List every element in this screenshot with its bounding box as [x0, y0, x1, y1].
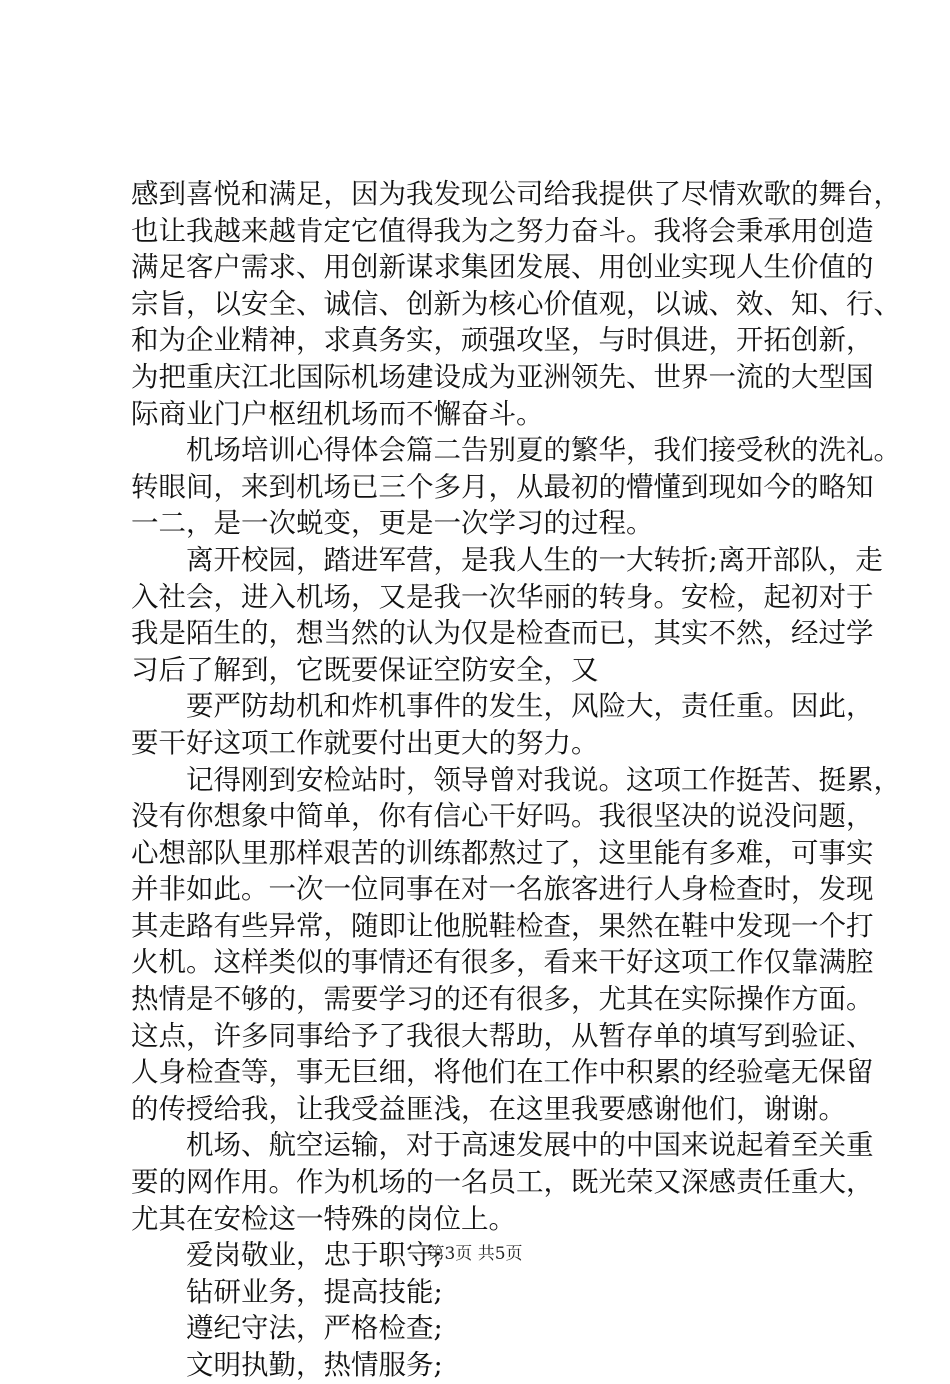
text-line: 要干好这项工作就要付出更大的努力。 [131, 726, 599, 759]
paragraph-start-line: 机场、航空运输，对于高速发展中的中国来说起着至关重 [186, 1129, 874, 1162]
text-line: 宗旨，以安全、诚信、创新为核心价值观，以诚、效、知、行、 [131, 287, 901, 320]
paragraph-start-line: 记得刚到安检站时，领导曾对我说。这项工作挺苦、挺累， [186, 763, 901, 796]
text-line: 感到喜悦和满足，因为我发现公司给我提供了尽情欢歌的舞台， [131, 178, 901, 210]
text-line: 的传授给我，让我受益匪浅，在这里我要感谢他们，谢谢。 [131, 1092, 846, 1125]
text-line: 转眼间，来到机场已三个多月，从最初的懵懂到现如今的略知 [131, 470, 874, 503]
page-number-footer: 第3页 共5页 [427, 1244, 523, 1264]
text-line: 习后了解到，它既要保证空防安全，又 [131, 653, 599, 686]
list-line: 钻研业务，提高技能; [186, 1275, 443, 1308]
text-line: 并非如此。一次一位同事在对一名旅客进行人身检查时，发现 [131, 873, 874, 906]
paragraph-start-line: 离开校园，踏进军营，是我人生的一大转折;离开部队，走 [186, 543, 883, 576]
document-body [131, 176, 901, 1384]
list-line: 遵纪守法，严格检查; [186, 1312, 443, 1345]
text-line: 人身检查等，事无巨细，将他们在工作中积累的经验毫无保留 [131, 1056, 874, 1089]
text-line: 其走路有些异常，随即让他脱鞋检查，果然在鞋中发现一个打 [131, 909, 874, 942]
paragraph-start-line: 要严防劫机和炸机事件的发生，风险大，责任重。因此， [186, 690, 874, 723]
list-line: 文明执勤，热情服务; [186, 1349, 443, 1381]
text-line: 一二，是一次蜕变，更是一次学习的过程。 [131, 507, 654, 540]
list-line: 爱岗敬业，忠于职守; [186, 1239, 443, 1272]
text-line: 心想部队里那样艰苦的训练都熬过了，这里能有多难，可事实 [131, 836, 874, 869]
text-line: 为把重庆江北国际机场建设成为亚洲领先、世界一流的大型国 [131, 360, 874, 393]
text-line: 没有你想象中简单，你有信心干好吗。我很坚决的说没问题， [131, 800, 874, 833]
text-line: 尤其在安检这一特殊的岗位上。 [131, 1202, 516, 1235]
text-line: 际商业门户枢纽机场而不懈奋斗。 [131, 397, 544, 430]
text-line: 要的网作用。作为机场的一名员工，既光荣又深感责任重大， [131, 1166, 874, 1199]
text-line: 这点，许多同事给予了我很大帮助，从暂存单的填写到验证、 [131, 1019, 874, 1052]
text-line: 入社会，进入机场，又是我一次华丽的转身。安检，起初对于 [131, 580, 874, 613]
text-line: 和为企业精神，求真务实，顽强攻坚，与时俱进，开拓创新， [131, 324, 874, 357]
text-line: 火机。这样类似的事情还有很多，看来干好这项工作仅靠满腔 [131, 946, 874, 979]
text-line: 我是陌生的，想当然的认为仅是检查而已，其实不然，经过学 [131, 617, 874, 650]
text-line: 满足客户需求、用创新谋求集团发展、用创业实现人生价值的 [131, 251, 874, 284]
paragraph-start-line: 机场培训心得体会篇二告别夏的繁华，我们接受秋的洗礼。 [186, 434, 901, 467]
text-line: 热情是不够的，需要学习的还有很多，尤其在实际操作方面。 [131, 983, 874, 1016]
text-line: 也让我越来越肯定它值得我为之努力奋斗。我将会秉承用创造 [131, 214, 874, 247]
